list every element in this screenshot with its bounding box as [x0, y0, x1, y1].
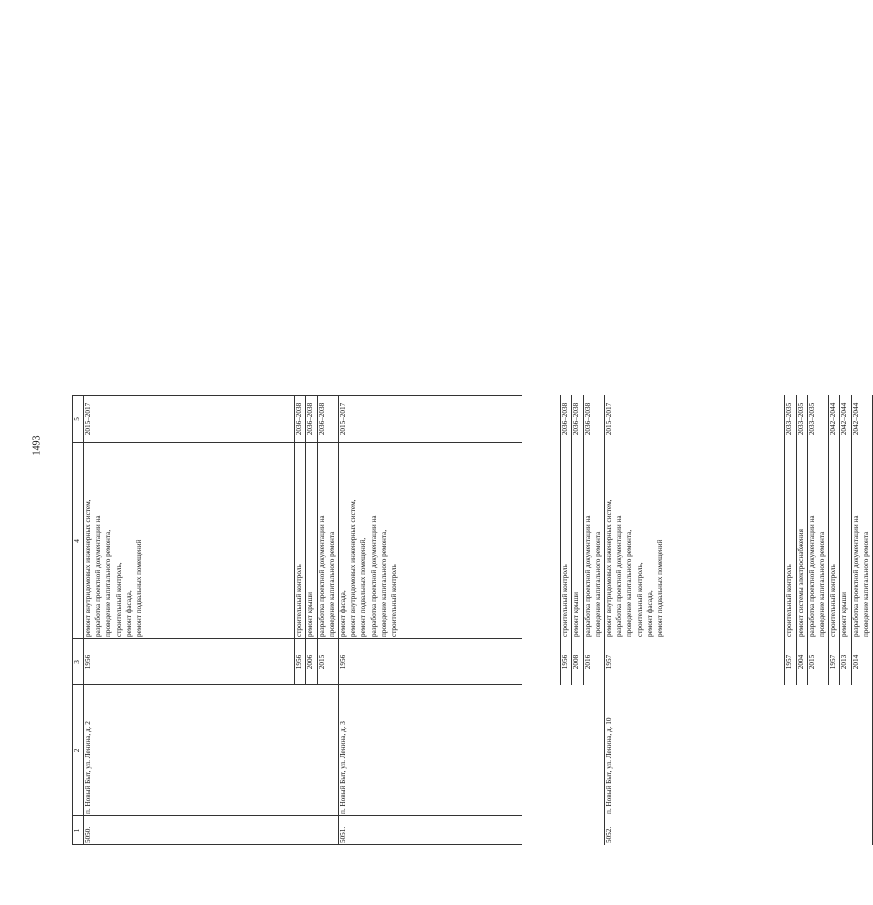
- repair-period: 2036–2038: [317, 402, 326, 436]
- repair-period: 2036–2038: [561, 402, 570, 436]
- repair-work-line: ремонт крыши: [306, 591, 315, 637]
- repair-period: 2036–2038: [306, 402, 315, 436]
- repair-period: 2015–2017: [84, 402, 92, 436]
- repair-works: [796, 443, 807, 639]
- repair-work-line: ремонт внутридомовых инженерных систем,: [349, 499, 358, 637]
- repair-work-line: ремонт крыши: [572, 591, 581, 637]
- column-border: [72, 844, 522, 845]
- repair-work-line: разработка проектной документации на: [369, 515, 378, 637]
- build-year: 1957: [785, 654, 794, 670]
- repair-work-line: строительный контроль: [829, 564, 838, 637]
- repair-works: [338, 443, 560, 639]
- page-number: 1493: [31, 435, 43, 456]
- repair-works: [294, 443, 305, 639]
- repair-works: [305, 443, 316, 639]
- repair-work-line: строительный контроль: [295, 564, 304, 637]
- repair-work-line: разработка проектной документации на: [615, 515, 624, 637]
- repair-period: 2042–2044: [829, 402, 838, 436]
- repair-work-line: разработка проектной документации на: [807, 515, 816, 637]
- row-address: п. Новый Быт, ул. Ленина, д. 2: [84, 721, 92, 814]
- repair-work-line: проведение капитального ремонта: [818, 531, 826, 637]
- header-cell: 5: [73, 417, 81, 421]
- repair-work-line: проведение капитального ремонта: [593, 531, 602, 637]
- repair-works: [851, 443, 872, 639]
- repair-period: 2033–2035: [807, 402, 816, 436]
- build-year: 1956: [295, 654, 304, 670]
- repair-period: 2015–2017: [339, 402, 347, 436]
- repair-work-line: строительный контроль: [785, 564, 794, 637]
- build-year: 2014: [851, 654, 860, 670]
- build-year: 2008: [572, 654, 581, 670]
- repair-work-line: ремонт внутридомовых инженерных систем,: [84, 499, 92, 637]
- repair-works: [583, 443, 604, 639]
- repair-work-line: проведение капитального ремонта,: [379, 529, 388, 637]
- header-cell: 2: [73, 748, 81, 753]
- repair-works: [83, 443, 294, 639]
- build-year: 2013: [840, 654, 849, 670]
- build-year: 2016: [583, 654, 592, 670]
- repair-period: 2036–2038: [572, 402, 581, 436]
- repair-works: [560, 443, 571, 639]
- repair-work-line: проведение капитального ремонта: [327, 531, 336, 637]
- repair-work-line: ремонт подвальных помещений: [656, 539, 665, 637]
- repair-work-line: ремонт системы электроснабжения: [796, 529, 805, 637]
- repair-work-line: ремонт внутридомовых инженерных систем,: [605, 499, 613, 637]
- build-year: 1956: [561, 654, 570, 670]
- build-year: 1956: [339, 654, 347, 670]
- row-number: 5052.: [605, 826, 613, 843]
- repair-works: [828, 443, 839, 639]
- repair-works: [317, 443, 338, 639]
- build-year: 1956: [84, 654, 92, 670]
- repair-work-line: строительный контроль: [390, 564, 399, 637]
- repair-work-line: ремонт крыши: [840, 591, 849, 637]
- build-year: 1957: [829, 654, 838, 670]
- repair-works: [571, 443, 582, 639]
- repair-period: 2036–2038: [583, 402, 592, 436]
- build-year: 2006: [306, 654, 315, 670]
- repair-work-line: разработка проектной документации на: [583, 515, 592, 637]
- build-year: 2004: [796, 654, 805, 670]
- repair-works: [807, 443, 828, 639]
- repair-period: 2015–2017: [605, 402, 613, 436]
- repair-period: 2042–2044: [840, 402, 849, 436]
- repair-works: [839, 443, 850, 639]
- repair-work-line: строительный контроль: [561, 564, 570, 637]
- repair-work-line: ремонт фасада,: [339, 590, 347, 637]
- repair-work-line: разработка проектной документации на: [851, 515, 860, 637]
- repair-work-line: строительный контроль,: [114, 562, 123, 637]
- repair-work-line: проведение капитального ремонта,: [625, 529, 634, 637]
- repair-period: 2042–2044: [851, 402, 860, 436]
- row-address: п. Новый Быт, ул. Ленина, д. 10: [605, 717, 613, 814]
- repair-period: 2036–2038: [295, 402, 304, 436]
- rotated-table-wrapper: [72, 45, 870, 845]
- build-year: 2015: [807, 654, 816, 670]
- repair-work-line: проведение капитального ремонта,: [104, 529, 113, 637]
- header-cell: 4: [73, 539, 81, 543]
- repair-period: 2033–2035: [785, 402, 794, 436]
- repair-works: [784, 443, 795, 639]
- build-year: 2015: [317, 654, 326, 670]
- row-number: 5051.: [339, 826, 347, 843]
- repair-work-line: ремонт подвальных помещений: [135, 539, 144, 637]
- repair-work-line: ремонт подвальных помещений,: [359, 537, 368, 637]
- repair-work-line: строительный контроль,: [635, 562, 644, 637]
- row-address: п. Новый Быт, ул. Ленина, д. 3: [339, 721, 347, 814]
- repair-work-line: разработка проектной документации на: [94, 515, 103, 637]
- repair-works: [604, 443, 784, 639]
- column-border: [72, 815, 522, 816]
- header-cell: 3: [73, 660, 81, 664]
- repair-work-line: проведение капитального ремонта: [861, 531, 870, 637]
- header-cell: 1: [73, 828, 81, 833]
- build-year: 1957: [605, 654, 613, 670]
- repair-period: 2033–2035: [796, 402, 805, 436]
- row-number: 5050.: [84, 826, 92, 843]
- repair-work-line: разработка проектной документации на: [317, 515, 326, 637]
- repair-work-line: ремонт фасада,: [124, 590, 133, 637]
- repair-work-line: ремонт фасада,: [645, 590, 654, 637]
- capital-repair-table: [72, 45, 870, 845]
